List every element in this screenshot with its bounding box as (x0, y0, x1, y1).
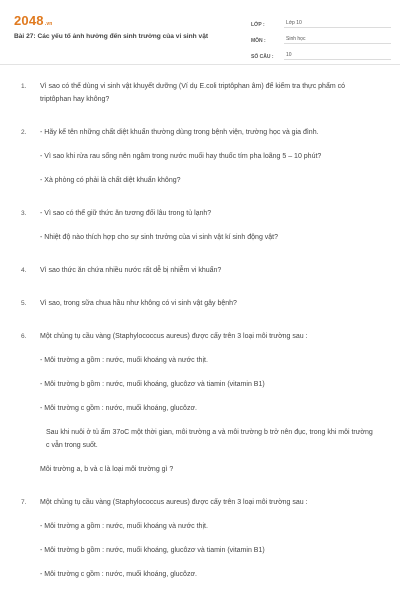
question-text: - Môi trường c gồm : nước, muối khoáng, glucôzơ. (40, 405, 197, 412)
question-text: - Môi trường c gồm : nước, muối khoáng, glucôzơ. (40, 571, 197, 578)
question-item (0, 330, 400, 476)
question-text: - Vì sao khi rửa rau sống nên ngâm trong nước muối hay thuốc tím pha loãng 5 – 10 phút? (40, 153, 322, 160)
question-number: 4. (21, 267, 27, 274)
question-text: - Môi trường a gồm : nước, muối khoáng và nước thịt. (40, 523, 208, 530)
meta-label: LỚP : (251, 22, 265, 28)
question-text: - Xà phòng có phải là chất diệt khuẩn không? (40, 177, 181, 184)
question-text: Sau khi nuôi ở tủ ấm 37oC một thời gian, môi trường a và môi trường b trở nên đục, trong khi môi trường c vẫn trong suốt. (46, 429, 373, 449)
question-text: - Môi trường b gồm : nước, muối khoáng, glucôzơ và tiamin (vitamin B1) (40, 381, 265, 388)
question-number: 7. (21, 499, 27, 506)
meta-value: Lớp 10 (284, 20, 391, 28)
meta-value: 10 (284, 52, 391, 60)
question-item (0, 126, 400, 187)
question-text: Vì sao có thể dùng vi sinh vật khuyết dưỡng (Ví dụ E.coli triptôphan âm) để kiểm tra thực phẩm có triptôphan hay không? (40, 83, 346, 103)
logo-text: 2048 (14, 13, 44, 28)
question-text: Vì sao, trong sữa chua hầu như không có vi sinh vật gây bệnh? (40, 300, 237, 307)
meta-label: MÔN : (251, 38, 266, 44)
question-number: 3. (21, 210, 27, 217)
question-item (0, 264, 400, 277)
meta-class-row (251, 14, 391, 28)
page-header (0, 0, 400, 65)
question-list (0, 80, 400, 600)
question-text: - Môi trường b gồm : nước, muối khoáng, glucôzơ và tiamin (vitamin B1) (40, 547, 265, 554)
meta-count-row (251, 46, 391, 60)
question-number: 5. (21, 300, 27, 307)
question-item (0, 80, 400, 106)
question-item (0, 496, 400, 581)
question-number: 1. (21, 83, 27, 90)
question-number: 6. (21, 333, 27, 340)
meta-subject-row (251, 30, 391, 44)
question-text: Một chủng tụ cầu vàng (Staphylococcus aureus) được cấy trên 3 loại môi trường sau : (40, 499, 308, 506)
question-text: Một chủng tụ cầu vàng (Staphylococcus aureus) được cấy trên 3 loại môi trường sau : (40, 333, 308, 340)
question-number: 2. (21, 129, 27, 136)
question-text: Môi trường a, b và c là loại môi trường gì ? (40, 466, 174, 473)
lesson-meta (251, 14, 391, 62)
question-text: - Hãy kể tên những chất diệt khuẩn thường dùng trong bệnh viện, trường học và gia đình. (40, 129, 319, 136)
meta-label: SỐ CÂU : (251, 54, 274, 60)
question-text: - Môi trường a gồm : nước, muối khoáng và nước thịt. (40, 357, 208, 364)
question-item (0, 207, 400, 244)
question-text: - Vì sao có thể giữ thức ăn tương đối lâu trong tủ lạnh? (40, 210, 212, 217)
logo-suffix: .vn (44, 21, 53, 27)
meta-value: Sinh học (284, 36, 391, 44)
question-text: - Nhiệt độ nào thích hợp cho sự sinh trưởng của vi sinh vật kí sinh động vật? (40, 234, 279, 241)
site-logo[interactable] (14, 13, 53, 28)
question-item (0, 297, 400, 310)
lesson-title: Bài 27: Các yếu tố ảnh hưởng đến sinh trưởng của vi sinh vật (14, 33, 209, 40)
question-text: Vì sao thức ăn chứa nhiều nước rất dễ bị nhiễm vi khuẩn? (40, 267, 222, 274)
